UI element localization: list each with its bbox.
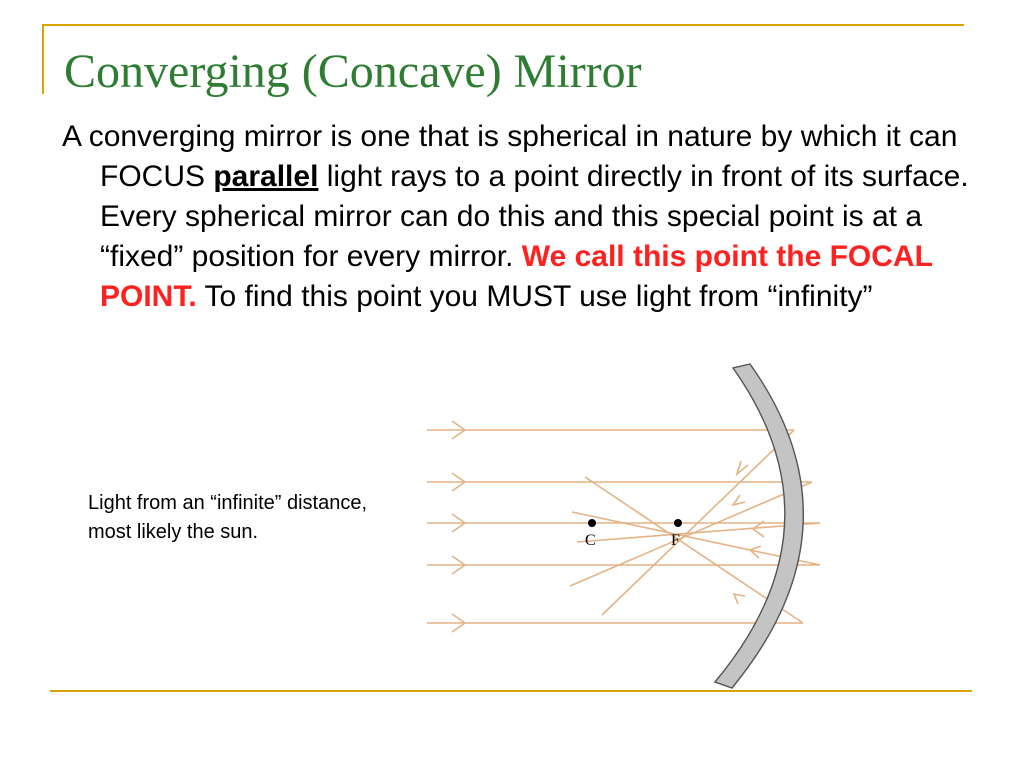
- body-text-part-2: light rays to a point directly in front of its surface. Every spherical mirror can do this and this special point is at a “fixed” position for every mirror.: [100, 160, 969, 273]
- slide-title: Converging (Concave) Mirror: [64, 45, 642, 98]
- focal-point-highlight: We call this point the FOCAL POINT.: [100, 240, 933, 313]
- keyword-parallel: parallel: [213, 160, 319, 193]
- focal-point: [674, 519, 682, 527]
- frame-left-rule: [42, 24, 44, 94]
- arrow-reflected-2: [733, 495, 745, 505]
- frame-top-rule: [42, 24, 964, 26]
- body-paragraph: [62, 117, 990, 317]
- reflected-ray-2: [570, 482, 812, 586]
- ray-group: [427, 421, 820, 632]
- frame-bottom-rule: [50, 690, 972, 692]
- body-text-part-1: A converging mirror is one that is spherical in nature by which it can FOCUS: [62, 120, 958, 193]
- arrow-reflected-1: [737, 461, 748, 474]
- center-of-curvature-point: [588, 519, 596, 527]
- body-text-part-3: To find this point you MUST use light from “infinity”: [196, 280, 873, 313]
- diagram-caption: Light from an “infinite” distance, most likely the sun.: [88, 492, 368, 543]
- concave-mirror: [715, 364, 803, 688]
- focal-point-label: F: [671, 532, 680, 549]
- arrow-reflected-5: [734, 594, 745, 604]
- concave-mirror-diagram: [427, 360, 830, 690]
- center-of-curvature-label: C: [585, 532, 596, 549]
